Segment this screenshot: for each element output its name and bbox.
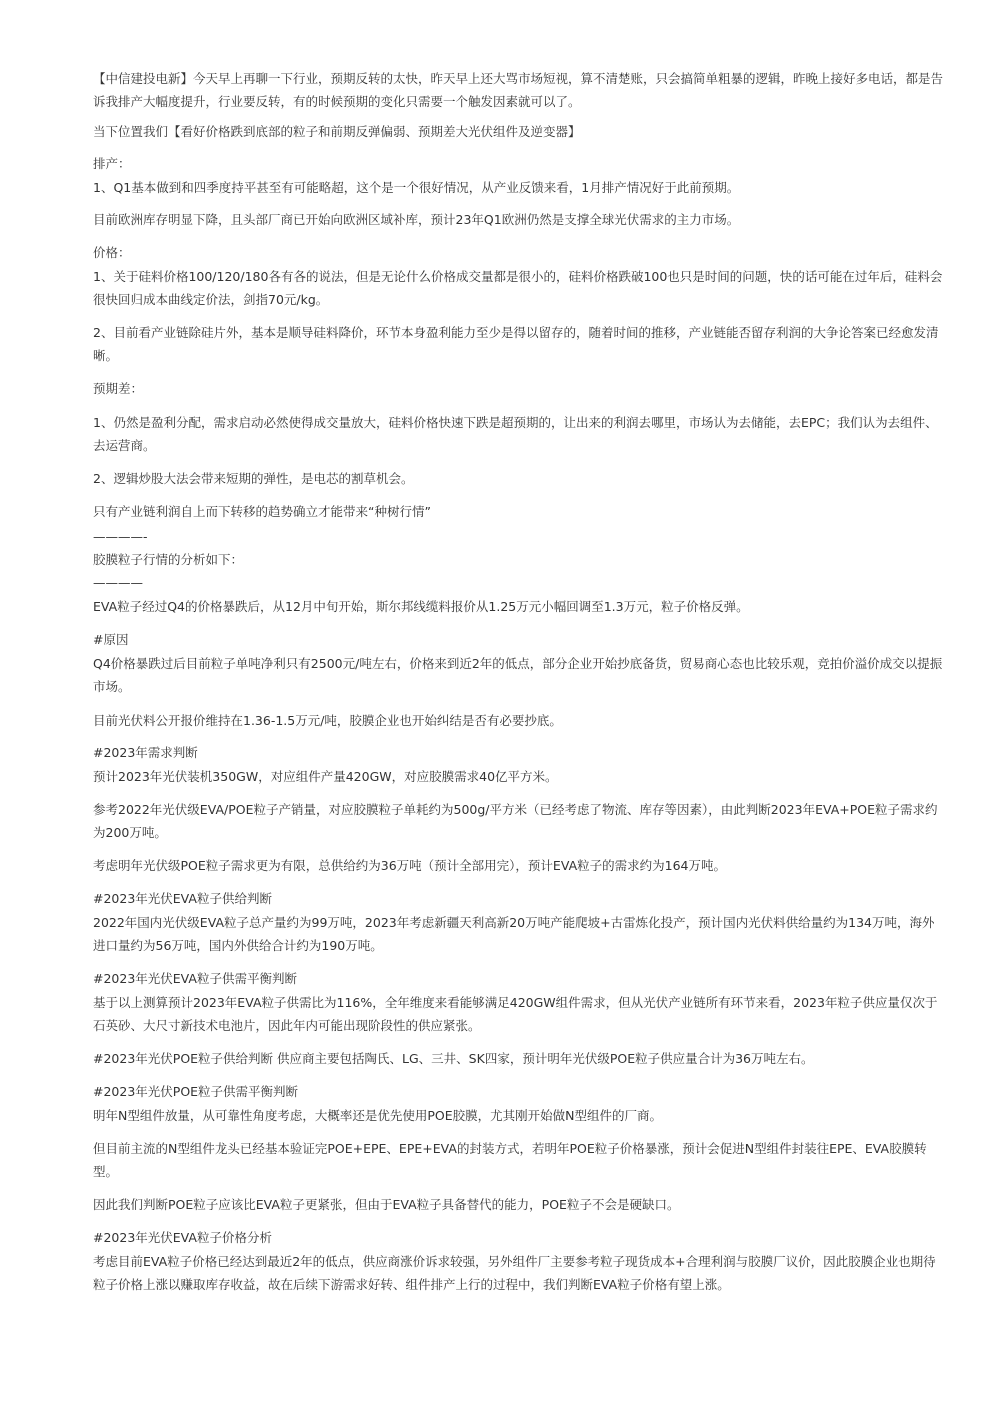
paragraph-price-2: 2、目前看产业链除硅片外，基本是顺导硅料降价，环节本身盈利能力至少是得以留存的，随着时间的推移，产业链能否留存利润的大争论答案已经愈发清晰。 [93, 325, 939, 363]
heading-eva-balance: #2023年光伏EVA粒子供需平衡判断 [93, 971, 297, 986]
paragraph-reason: Q4价格暴跌过后目前粒子单吨净利只有2500元/吨左右，价格来到近2年的低点，部分企业开始抄底备货，贸易商心态也比较乐观，竞拍价溢价成交以提振市场。 [93, 656, 943, 694]
paragraph-gap-2: 2、逻辑炒股大法会带来短期的弹性，是电芯的割草机会。 [93, 471, 414, 486]
paragraph-poe-conclusion: 因此我们判断POE粒子应该比EVA粒子更紧张，但由于EVA粒子具备替代的能力，POE粒子不会是硬缺口。 [93, 1197, 680, 1212]
heading-2023-demand: #2023年需求判断 [93, 745, 198, 760]
paragraph-poe-demand: 考虑明年光伏级POE粒子需求更为有限，总供给约为36万吨（预计全部用完），预计EVA粒子的需求约为164万吨。 [93, 858, 726, 873]
paragraph-particle-demand: 参考2022年光伏级EVA/POE粒子产销量，对应胶膜粒子单耗约为500g/平方米（已经考虑了物流、库存等因素），由此判断2023年EVA+POE粒子需求约为200万吨。 [93, 802, 938, 840]
paragraph-n-type: 明年N型组件放量，从可靠性角度考虑，大概率还是优先使用POE胶膜，尤其刚开始做N型组件的厂商。 [93, 1108, 662, 1123]
paragraph-poe-supply: #2023年光伏POE粒子供给判断 供应商主要包括陶氏、LG、三井、SK四家，预计明年光伏级POE粒子供应量合计为36万吨左右。 [93, 1051, 814, 1066]
paragraph-price-1: 1、关于硅料价格100/120/180各有各的说法，但是无论什么价格成交量都是很小的，硅料价格跌破100也只是时间的问题，快的话可能在过年后，硅料会很快回归成本曲线定价法，剑指70元/kg。 [93, 269, 943, 307]
paragraph-2023-demand: 预计2023年光伏装机350GW，对应组件产量420GW，对应胶膜需求40亿平方米。 [93, 769, 558, 784]
paragraph-trend: 只有产业链利润自上而下转移的趋势确立才能带来“种树行情” [93, 504, 431, 519]
paragraph-n-type-packaging: 但目前主流的N型组件龙头已经基本验证完POE+EPE、EPE+EVA的封装方式，若明年POE粒子价格暴涨，预计会促进N型组件封装往EPE、EVA胶膜转型。 [93, 1141, 927, 1179]
paragraph-eva-price: 考虑目前EVA粒子价格已经达到最近2年的低点，供应商涨价诉求较强，另外组件厂主要参考粒子现货成本+合理利润与胶膜厂议价，因此胶膜企业也期待粒子价格上涨以赚取库存收益，故在后续下游需求好转、组件排产上行的过程中，我们判断EVA粒子价格有望上涨。 [93, 1254, 936, 1292]
paragraph-pv-quote: 目前光伏料公开报价维持在1.36-1.5万元/吨，胶膜企业也开始纠结是否有必要抄底。 [93, 713, 562, 728]
divider-1: ————- [93, 529, 148, 544]
paragraph-eva-supply: 2022年国内光伏级EVA粒子总产量约为99万吨，2023年考虑新疆天利高新20万吨产能爬坡+古雷炼化投产，预计国内光伏料供给量约为134万吨，海外进口量约为56万吨，国内外供给合计约为190万吨。 [93, 915, 935, 953]
divider-2: ———— [93, 575, 143, 590]
paragraph-eva-balance: 基于以上测算预计2023年EVA粒子供需比为116%，全年维度来看能够满足420GW组件需求，但从光伏产业链所有环节来看，2023年粒子供应量仅次于石英砂、大尺寸新技术电池片，因此年内可能出现阶段性的供应紧张。 [93, 995, 938, 1033]
paragraph-europe-inventory: 目前欧洲库存明显下降，且头部厂商已开始向欧洲区域补库，预计23年Q1欧洲仍然是支撑全球光伏需求的主力市场。 [93, 212, 740, 227]
heading-expectation-gap: 预期差： [93, 381, 144, 396]
paragraph-eva-rebound: EVA粒子经过Q4的价格暴跌后，从12月中旬开始，斯尔邦线缆料报价从1.25万元小幅回调至1.3万元，粒子价格反弹。 [93, 599, 749, 614]
paragraph-position: 当下位置我们【看好价格跌到底部的粒子和前期反弹偏弱、预期差大光伏组件及逆变器】 [93, 124, 581, 139]
heading-price: 价格： [93, 245, 131, 260]
heading-schedule: 排产： [93, 156, 131, 171]
paragraph-schedule-1: 1、Q1基本做到和四季度持平甚至有可能略超，这个是一个很好情况，从产业反馈来看，1月排产情况好于此前预期。 [93, 180, 740, 195]
heading-eva-supply: #2023年光伏EVA粒子供给判断 [93, 891, 272, 906]
heading-film-particles: 胶膜粒子行情的分析如下： [93, 552, 244, 567]
heading-poe-balance: #2023年光伏POE粒子供需平衡判断 [93, 1084, 299, 1099]
paragraph-intro: 【中信建投电新】今天早上再聊一下行业，预期反转的太快，昨天早上还大骂市场短视，算不清楚账，只会搞简单粗暴的逻辑，昨晚上接好多电话，都是告诉我排产大幅度提升，行业要反转，有的时候预期的变化只需要一个触发因素就可以了。 [93, 71, 944, 109]
paragraph-gap-1: 1、仍然是盈利分配，需求启动必然使得成交量放大，硅料价格快速下跌是超预期的，让出来的利润去哪里，市场认为去储能，去EPC；我们认为去组件、去运营商。 [93, 415, 938, 453]
heading-eva-price: #2023年光伏EVA粒子价格分析 [93, 1230, 272, 1245]
heading-reason: #原因 [93, 632, 129, 647]
